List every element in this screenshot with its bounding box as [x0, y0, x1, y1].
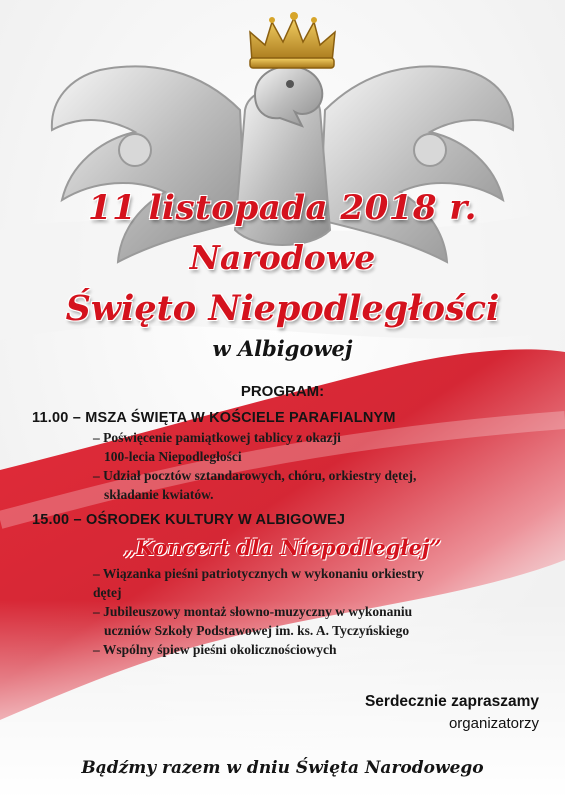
invitation-text: Serdecznie zapraszamy — [364, 693, 539, 710]
concert-title: „Koncert dla Niepodległej” — [123, 535, 442, 560]
program-item-continued: składanie kwiatów. — [104, 487, 214, 502]
headline-line-2: Święto Niepodległości — [65, 288, 500, 329]
program-item: – Wspólny śpiew pieśni okolicznościowych — [93, 642, 337, 657]
program-title: PROGRAM: — [240, 383, 325, 400]
gold-crown-icon — [250, 12, 335, 68]
event-1-heading: 11.00 – MSZA ŚWIĘTA W KOŚCIELE PARAFIALNYM — [32, 410, 396, 426]
footer-slogan: Bądźmy razem w dniu Święta Narodowego — [81, 758, 484, 778]
program-item-continued: uczniów Szkoły Podstawowej im. ks. A. Tyczyńskiego — [104, 623, 410, 638]
headline-line-1: Narodowe — [189, 238, 376, 277]
event-date: 11 listopada 2018 r. — [87, 188, 478, 228]
program-item: – Wiązanka pieśni patriotycznych w wykonaniu orkiestry — [93, 566, 425, 581]
white-eagle-emblem-icon — [40, 0, 525, 270]
organizers-label: organizatorzy — [448, 715, 539, 732]
event-location: w Albigowej — [212, 336, 353, 361]
program-item: – Poświęcenie pamiątkowej tablicy z okazji — [93, 430, 341, 445]
event-2-heading: 15.00 – OŚRODEK KULTURY W ALBIGOWEJ — [32, 512, 346, 528]
program-item: – Udział pocztów sztandarowych, chóru, orkiestry dętej, — [93, 468, 417, 483]
program-item: – Jubileuszowy montaż słowno-muzyczny w wykonaniu — [93, 604, 413, 619]
program-item-continued: dętej — [93, 585, 122, 600]
program-item-continued: 100-lecia Niepodległości — [104, 449, 242, 464]
